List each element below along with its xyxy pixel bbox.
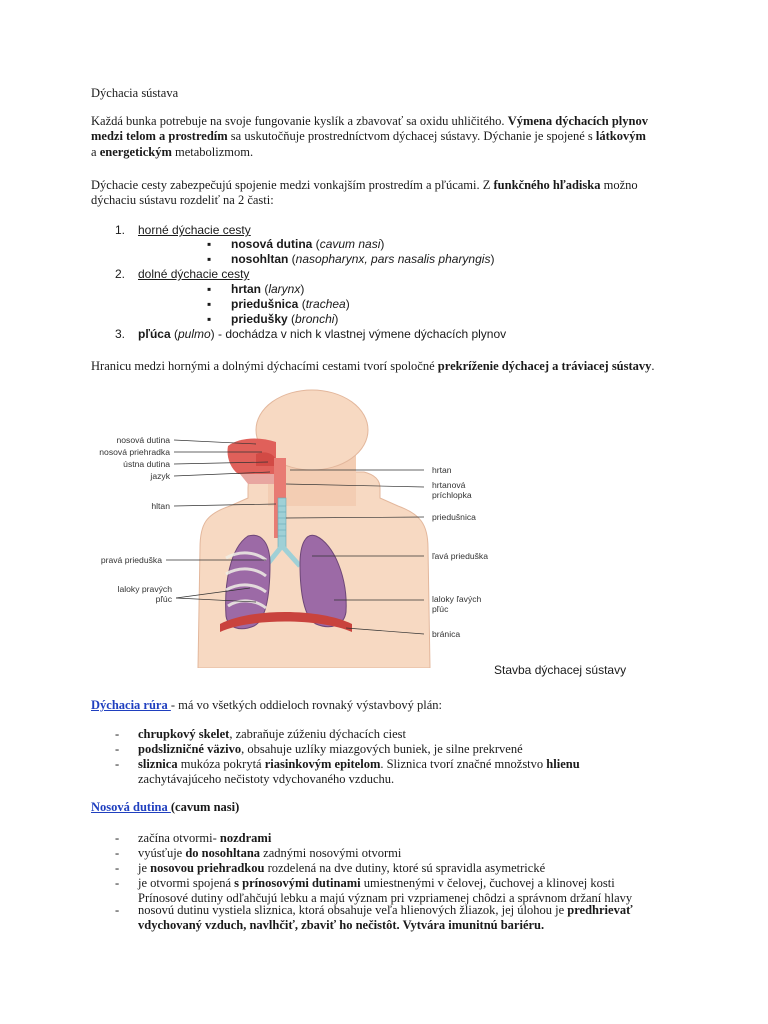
label-trachea: priedušnica — [432, 512, 476, 522]
label-right-lobes-2: pľúc — [155, 594, 172, 604]
page-title: Dýchacia sústava — [91, 86, 179, 100]
bullet-square: ▪ — [207, 297, 212, 311]
label-oral-cavity: ústna dutina — [123, 459, 170, 469]
label-epiglottis: hrtanová — [432, 480, 466, 490]
crossing-paragraph: Hranicu medzi hornými a dolnými dýchacími cestami tvorí spoločné prekríženie dýchacej a tráviacej sústavy. — [91, 359, 655, 373]
list-subitem: priedušnica (trachea) — [231, 297, 350, 311]
label-right-bronchus: pravá prieduška — [100, 555, 162, 565]
respiratory-diagram — [80, 388, 490, 668]
label-left-lobes: laloky ľavých — [432, 594, 482, 604]
figure-caption: Stavba dýchacej sústavy — [494, 663, 627, 677]
list-subitem: nosohltan (nasopharynx, pars nasalis pharyngis) — [231, 252, 495, 266]
label-diaphragm: bránica — [432, 629, 461, 639]
respiratory-system-figure — [80, 388, 490, 668]
label-nasal-cavity: nosová dutina — [116, 435, 170, 445]
airways-paragraph: Dýchacie cesty zabezpečujú spojenie medzi vonkajším prostredím a pľúcami. Z funkčného hľadiska možno dýchaciu sústavu rozdeliť na 2 časti: — [91, 178, 638, 208]
label-left-lobes-2: pľúc — [432, 604, 449, 614]
list-subitem: nosová dutina (cavum nasi) — [231, 237, 385, 251]
list-subitem: priedušky (bronchi) — [231, 312, 339, 326]
label-right-lobes: laloky pravých — [117, 584, 172, 594]
intro-paragraph: Každá bunka potrebuje na svoje fungovanie kyslík a zbavovať sa oxidu uhličitého. Výmena dýchacích plynov medzi telom a prostredím sa uskutočňuje prostredníctvom dýchacej sústavy. Dýchanie je spojené s látkovým a energetickým metabolizmom. — [91, 114, 648, 159]
label-pharynx: hltan — [151, 501, 170, 511]
bullet-square: ▪ — [207, 282, 212, 296]
section-nasal-cavity: Nosová dutina (cavum nasi) — [91, 800, 240, 814]
airway-tube-link[interactable]: Dýchacia rúra — [91, 698, 171, 712]
label-tongue: jazyk — [150, 471, 170, 481]
label-left-bronchus: ľavá prieduška — [432, 551, 489, 561]
list-item-upper-airways: horné dýchacie cesty — [138, 223, 251, 237]
section-airway-tube: Dýchacia rúra - má vo všetkých oddieloch rovnaký výstavbový plán: — [91, 698, 442, 712]
bullet-square: ▪ — [207, 252, 212, 266]
document-page: Dýchacia sústava Každá bunka potrebuje na svoje fungovanie kyslík a zbavovať sa oxidu uhličitého. Výmena dýchacích plynov medzi telom a prostredím sa uskutočňuje prostredníctvom dýchacej sústavy. Dýchanie je spojené s látkovým a energetickým metabolizmom. Dýchacie cesty zabezpečujú spojenie medzi vonkajším prostredím a pľúcami. Z funkčného hľadiska možno dýchaciu sústavu rozdeliť na 2 časti: 1. horné dýchacie cesty ▪ nosová dutina (cavum nasi) ▪ nosohltan (nasopharynx, pars nasalis pharyngis) 2. dolné dýchacie cesty ▪ hrtan (larynx) ▪ priedušnica (trachea) ▪ priedušky (bronchi) 3. pľúca (pulmo) - dochádza v nich k vlastnej výmene dýchacích plynov Hranicu medzi hornými a dolnými dýchacími cestami tvorí spoločné prekríženie dýchacej a tráviacej sústavy. nosová dutina nosová priehradka ústna dutina jazyk hltan pravá prieduška laloky pravých pľúc hrtan hrtanová príchlopka priedušnica ľavá prieduška laloky ľavých pľúc bránica Stavba dýchacej sústavy Dýchacia rúra - má vo všetkých oddieloch rovnaký výstavbový plán: - chrupkový skelet, zabraňuje zúženiu dýchacích ciest - podslizničné väzivo, obsahuje uzlíky miazgových buniek, je silne prekrvené - sliznica mukóza pokrytá riasinkovým epitelom. Sliznica tvorí značné množstvo hlienu zachytávajúceho nečistoty vdychovaného vzduchu. Nosová dutina (cavum nasi) - začína otvormi- nozdrami - vyúsťuje do nosohltana zadnými nosovými otvormi - je nosovou priehradkou rozdelená na dve dutiny, ktoré sú spravidla asymetrické - je otvormi spojená s prínosovými dutinami umiestnenými v čelovej, čuchovej a klinovej kosti Prínosové dutiny odľahčujú lebku a majú význam pri vzpriamenej chôdzi a správnom držaní hlavy - nosovú dutinu vystiela sliznica, ktorá obsahuje veľa hlienových žliazok, jej úlohou je predhrievať vdychovaný vzduch, navlhčiť, zbaviť ho nečistôt. Vytvára imunitnú bariéru. — [0, 0, 768, 1024]
label-nasal-septum: nosová priehradka — [99, 447, 170, 457]
label-larynx: hrtan — [432, 465, 452, 475]
list-number-3: 3. — [115, 327, 126, 341]
bullet-square: ▪ — [207, 237, 212, 251]
list-item-lower-airways: dolné dýchacie cesty — [138, 267, 250, 281]
bullet-square: ▪ — [207, 312, 212, 326]
list-subitem: hrtan (larynx) — [231, 282, 305, 296]
list-number-1: 1. — [115, 223, 126, 237]
list-number-2: 2. — [115, 267, 126, 281]
label-epiglottis-2: príchlopka — [432, 490, 472, 500]
list-item-lungs: pľúca (pulmo) - dochádza v nich k vlastnej výmene dýchacích plynov — [138, 327, 507, 341]
nasal-cavity-link[interactable]: Nosová dutina — [91, 800, 171, 814]
